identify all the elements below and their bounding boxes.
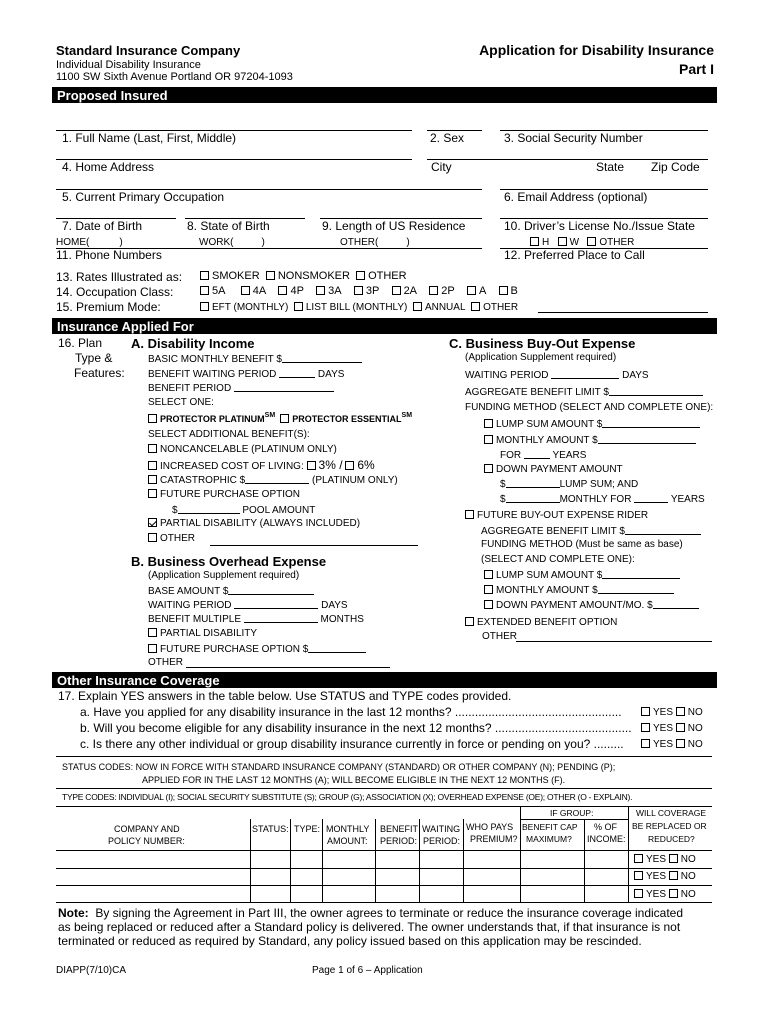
state-label: State [596,160,625,174]
section-other-insurance: Other Insurance Coverage [52,672,717,688]
q4-label: 4. Home Address [62,160,155,174]
lump-sum-2: LUMP SUM AMOUNT $ [484,569,680,581]
col-waiting-2: PERIOD: [423,836,461,846]
q1-label: 1. Full Name (Last, First, Middle) [62,131,237,145]
q8-label: 8. State of Birth [187,219,270,233]
select-complete: (SELECT AND COMPLETE ONE): [481,554,635,565]
checkbox-lump2[interactable] [484,570,493,579]
checkbox-platinum[interactable] [148,414,157,423]
q17c-yesno: YES NO [641,739,703,750]
select-one: SELECT ONE: [148,397,214,408]
phone-work: WORK( ) [199,237,265,248]
checkbox-down2[interactable] [484,600,493,609]
col-will-3: REDUCED? [648,834,695,844]
q16-line2: Type & [75,351,113,365]
funding-method-2: FUNDING METHOD (Must be same as base) [481,539,683,550]
checkbox-smoker[interactable] [200,271,209,280]
lump-sum: LUMP SUM AMOUNT $ [484,418,700,430]
section-c-title: C. Business Buy-Out Expense [449,336,636,351]
row1-yesno: YES NO [634,854,696,865]
checkbox-down[interactable] [484,464,493,473]
q13-label: 13. Rates Illustrated as: [56,270,183,284]
other-c: OTHER [482,631,517,642]
q6-label: 6. Email Address (optional) [504,190,648,204]
checkbox-class[interactable] [354,286,363,295]
benefit-multiple: BENEFIT MULTIPLE MONTHS [148,614,364,625]
down2-field[interactable] [653,599,699,609]
funding-method: FUNDING METHOD (SELECT AND COMPLETE ONE): [465,402,714,413]
checkbox-class[interactable] [392,286,401,295]
monthly-amount: MONTHLY AMOUNT $ [484,434,696,446]
checkbox-list-bill[interactable] [294,302,303,311]
section-insurance-applied: Insurance Applied For [52,318,717,334]
checkbox-yes[interactable] [634,889,643,898]
col-company-1: COMPANY AND [114,824,180,834]
base-amount: BASE AMOUNT $ [148,585,314,597]
checkbox-class[interactable] [200,286,209,295]
checkbox-class[interactable] [241,286,250,295]
catastrophic: CATASTROPHIC $ (PLATINUM ONLY) [148,474,398,486]
checkbox-3pct[interactable] [307,461,316,470]
section-a-title: A. Disability Income [131,336,255,351]
col-pct-2: INCOME: [587,834,626,844]
col-will-1: WILL COVERAGE [636,808,707,818]
col-cap-2: MAXIMUM? [526,834,572,844]
benefit-waiting-period: BENEFIT WAITING PERIOD DAYS [148,369,345,380]
status-codes-1: STATUS CODES: NOW IN FORCE WITH STANDARD INSURANCE COMPANY (STANDARD) OR OTHER COMPANY (N); PENDING (P); [62,762,616,772]
checkbox-extended[interactable] [465,617,474,626]
q9-label: 9. Length of US Residence [322,219,466,233]
base-amount-field[interactable] [228,585,314,595]
q16-line1: 16. Plan [58,336,103,350]
q17-label: 17. Explain YES answers in the table below. Use STATUS and TYPE codes provided. [58,689,512,703]
checkbox-yes[interactable] [641,739,650,748]
checkbox-other-mode[interactable] [471,302,480,311]
col-status: STATUS: [252,824,289,834]
for-years-field[interactable] [524,449,550,459]
col-whopays-2: PREMIUM? [470,834,518,844]
plan-options: PROTECTOR PLATINUM℠ PROTECTOR ESSENTIAL℠ [148,412,412,424]
checkbox-partial-a[interactable] [148,518,157,527]
occupation-classes: 5A 4A 4P 3A 3P 2A 2P A B [200,286,518,297]
c-waiting-field[interactable] [551,369,619,379]
col-will-2: BE REPLACED OR [632,821,707,831]
q17a: a. Have you applied for any disability insurance in the last 12 months? .................................................. [80,706,622,718]
b-waiting-field[interactable] [234,599,318,609]
col-pct-1: % OF [594,822,618,832]
q2-label: 2. Sex [430,131,465,145]
b-supplement: (Application Supplement required) [148,570,300,581]
checkbox-class[interactable] [278,286,287,295]
section-b-title: B. Business Overhead Expense [131,554,327,569]
note-line3: terminated or reduced as required by Standard, any policy issued based on this application may be rescinded. [58,934,642,948]
waiting-field[interactable] [279,368,315,378]
checkbox-6pct[interactable] [345,461,354,470]
down-lump-field[interactable] [506,478,560,488]
checkbox-monthly[interactable] [484,435,493,444]
rates-options: SMOKER NONSMOKER OTHER [200,271,407,282]
aggregate-field[interactable] [609,386,703,396]
checkbox-no[interactable] [676,739,685,748]
q17b-yesno: YES NO [641,723,703,734]
row2-yesno: YES NO [634,871,696,882]
checkbox-class[interactable] [499,286,508,295]
checkbox-class[interactable] [429,286,438,295]
premium-modes: EFT (MONTHLY) LIST BILL (MONTHLY) ANNUAL OTHER [200,302,518,313]
col-waiting-1: WAITING [422,824,461,834]
checkbox-other-rate[interactable] [356,271,365,280]
future-purchase-b: FUTURE PURCHASE OPTION $ [148,643,366,655]
checkbox-no[interactable] [669,889,678,898]
monthly-amount-2: MONTHLY AMOUNT $ [484,584,674,596]
q3-label: 3. Social Security Number [504,131,643,145]
checkbox-w[interactable] [558,237,567,246]
checkbox-essential[interactable] [280,414,289,423]
col-monthly-1: MONTHLY [326,824,370,834]
checkbox-no[interactable] [669,854,678,863]
aggregate-limit-2: AGGREGATE BENEFIT LIMIT $ [481,525,701,537]
checkbox-annual[interactable] [413,302,422,311]
checkbox-rider[interactable] [465,510,474,519]
row3-yesno: YES NO [634,889,696,900]
q15-label: 15. Premium Mode: [56,300,161,314]
q14-label: 14. Occupation Class: [56,285,174,299]
other-b: OTHER [148,657,183,668]
c-supplement: (Application Supplement required) [465,352,617,363]
basic-monthly-benefit: BASIC MONTHLY BENEFIT $ [148,353,362,365]
future-purchase-a: FUTURE PURCHASE OPTION [148,489,300,500]
col-company-2: POLICY NUMBER: [108,836,185,846]
col-benefit-1: BENEFIT [380,824,419,834]
monthly-field[interactable] [598,434,696,444]
company-name: Standard Insurance Company [56,43,241,58]
form-part: Part I [678,61,714,77]
q7-label: 7. Date of Birth [62,219,143,233]
city-label: City [431,160,452,174]
q17a-yesno: YES NO [641,707,703,718]
col-type: TYPE: [294,824,321,834]
q17c: c. Is there any other individual or group disability insurance currently in force or pending on you? ......... [80,738,624,750]
checkbox-catastrophic[interactable] [148,475,157,484]
lump2-field[interactable] [602,569,680,579]
down-monthly-field[interactable] [506,493,560,503]
down-years-field[interactable] [634,493,668,503]
col-whopays-1: WHO PAYS [466,822,514,832]
checkbox-other-a[interactable] [148,533,157,542]
down-payment: DOWN PAYMENT AMOUNT [484,464,623,475]
phone-other: OTHER( ) [340,237,410,248]
fpo-b-field[interactable] [308,643,366,653]
b-waiting-period: WAITING PERIOD DAYS [148,600,348,611]
page-number: Page 1 of 6 – Application [312,965,423,976]
q16-line3: Features: [74,366,125,380]
aggregate-limit: AGGREGATE BENEFIT LIMIT $ [465,386,703,398]
extended-benefit: EXTENDED BENEFIT OPTION [465,617,617,628]
header-address: 1100 SW Sixth Avenue Portland OR 97204-1093 [56,71,293,83]
basic-benefit-field[interactable] [282,353,362,363]
checkbox-no[interactable] [676,707,685,716]
noncancelable: NONCANCELABLE (PLATINUM ONLY) [148,444,337,455]
status-codes-2: APPLIED FOR IN THE LAST 12 MONTHS (A); WILL BECOME ELIGIBLE IN THE NEXT 12 MONTHS (F). [142,775,566,785]
checkbox-fpo-a[interactable] [148,489,157,498]
down-payment-mo: DOWN PAYMENT AMOUNT/MO. $ [484,599,699,611]
checkbox-col[interactable] [148,461,157,470]
col-ifgroup: IF GROUP: [550,808,594,818]
checkbox-eft[interactable] [200,302,209,311]
monthly-for: $ MONTHLY FOR YEARS [500,494,705,505]
checkbox-partial-b[interactable] [148,628,157,637]
checkbox-noncancelable[interactable] [148,444,157,453]
checkbox-fpo-b[interactable] [148,644,157,653]
benefit-period-field[interactable] [234,382,334,392]
checkbox-monthly2[interactable] [484,585,493,594]
checkbox-nonsmoker[interactable] [266,271,275,280]
benefit-period: BENEFIT PERIOD [148,382,334,394]
q10-label: 10. Driver’s License No./Issue State [504,219,695,233]
q11-label: 11. Phone Numbers [56,248,162,262]
zip-label: Zip Code [651,160,700,174]
checkbox-class[interactable] [467,286,476,295]
lump-sum-and: $ LUMP SUM; AND [500,479,639,490]
select-additional: SELECT ADDITIONAL BENEFIT(S): [148,429,310,440]
pool-amount: $ POOL AMOUNT [172,505,316,516]
aggregate2-field[interactable] [625,525,701,535]
for-years: FOR YEARS [500,450,587,461]
section-proposed-insured: Proposed Insured [52,87,717,103]
buyout-rider: FUTURE BUY-OUT EXPENSE RIDER [465,510,648,521]
col-cap-1: BENEFIT CAP [522,822,578,832]
checkbox-lump[interactable] [484,419,493,428]
place-to-call-options: H W OTHER [530,237,634,248]
col-benefit-2: PERIOD: [380,836,418,846]
phone-home: HOME( ) [56,237,123,248]
pool-field[interactable] [178,504,240,514]
partial-disability-b: PARTIAL DISABILITY [148,628,257,639]
checkbox-yes[interactable] [641,707,650,716]
checkbox-other-place[interactable] [587,237,596,246]
form-title: Application for Disability Insurance [479,42,714,58]
q17b: b. Will you become eligible for any disability insurance in the next 12 months? ......................................... [80,722,632,734]
c-waiting-period: WAITING PERIOD DAYS [465,370,649,381]
checkbox-no[interactable] [676,723,685,732]
q5-label: 5. Current Primary Occupation [62,190,225,204]
checkbox-yes[interactable] [634,854,643,863]
checkbox-yes[interactable] [641,723,650,732]
form-code: DIAPP(7/10)CA [56,965,127,976]
checkbox-no[interactable] [669,871,678,880]
header-line1: Individual Disability Insurance [56,59,201,71]
other-a: OTHER [148,533,195,544]
note-line2: as being replaced or reduced after a Standard policy is delivered. The owner understands that, if that insurance is not [58,920,681,934]
type-codes: TYPE CODES: INDIVIDUAL (I); SOCIAL SECURITY SUBSTITUTE (S); GROUP (G); ASSOCIATION (X); OVERHEAD EXPENSE (OE); OTHER (O - EXPLAIN). [62,792,633,802]
monthly2-field[interactable] [598,584,674,594]
q12-label: 12. Preferred Place to Call [504,248,645,262]
multiple-field[interactable] [244,613,318,623]
note-line1: Note: By signing the Agreement in Part III, the owner agrees to terminate or reduce the insurance coverage indicated [58,906,684,920]
checkbox-class[interactable] [316,286,325,295]
catastrophic-field[interactable] [245,474,309,484]
col-monthly-2: AMOUNT: [327,836,368,846]
checkbox-h[interactable] [530,237,539,246]
checkbox-yes[interactable] [634,871,643,880]
partial-disability-a: PARTIAL DISABILITY (ALWAYS INCLUDED) [148,518,360,529]
cost-of-living: INCREASED COST OF LIVING: 3% / 6% [148,459,375,472]
lump-field[interactable] [602,418,700,428]
